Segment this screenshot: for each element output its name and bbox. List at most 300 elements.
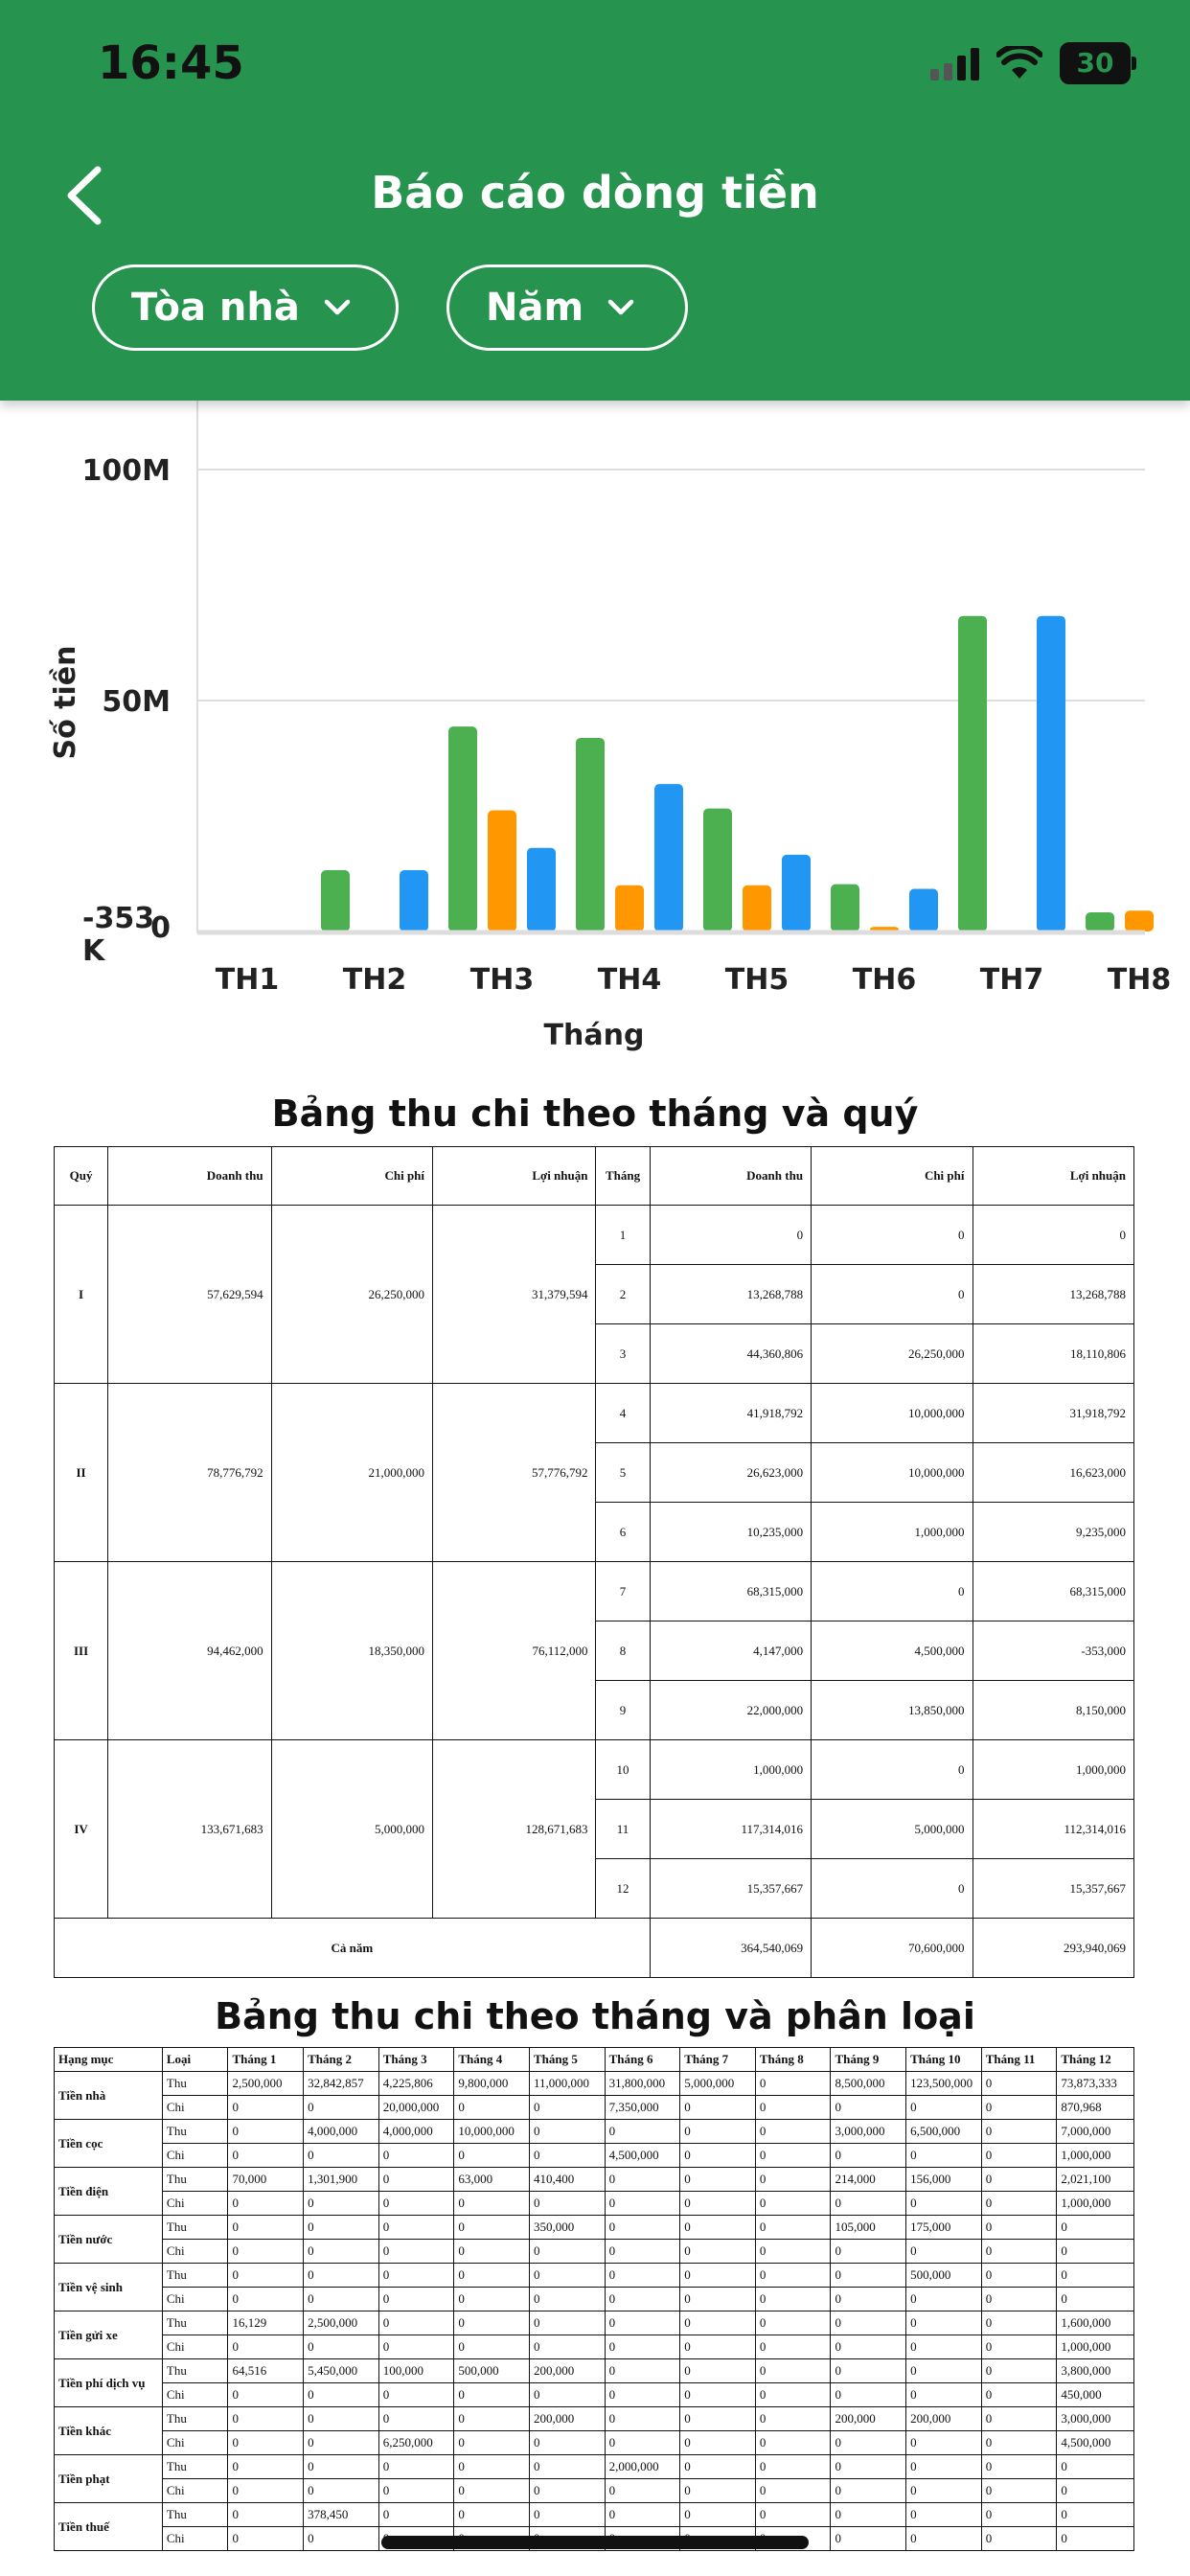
table-cell: Chi	[162, 2527, 228, 2551]
chart-bar	[576, 738, 605, 932]
table-cell: 1,600,000	[1057, 2312, 1134, 2335]
table-cell: 0	[304, 2527, 379, 2551]
table-cell: 0	[228, 2264, 304, 2288]
y-tick-label: -353	[82, 902, 155, 935]
chart-bar	[1037, 616, 1065, 932]
month-revenue: 4,147,000	[650, 1622, 811, 1681]
table-cell: 20,000,000	[378, 2096, 454, 2120]
table-row	[55, 2479, 1134, 2503]
table-cell: 0	[831, 2240, 906, 2264]
table-cell: 31,800,000	[605, 2072, 680, 2096]
chart-bar	[321, 870, 350, 932]
category-name: Tiền nước	[55, 2216, 163, 2264]
month-cost: 1,000,000	[812, 1503, 973, 1562]
month-cost: 0	[812, 1265, 973, 1324]
table-cell: 0	[228, 2120, 304, 2144]
quarter-name: I	[55, 1206, 108, 1384]
table-cell: 8,500,000	[831, 2072, 906, 2096]
quarter-table	[54, 1146, 1134, 1978]
month-m: 1	[596, 1206, 650, 1265]
table-cell: 0	[981, 2335, 1057, 2359]
table-cell: 0	[831, 2503, 906, 2527]
building-filter-label: Tòa nhà	[131, 286, 300, 330]
chart-bar	[615, 886, 644, 932]
table-cell: 0	[529, 2192, 605, 2216]
table-cell: 0	[529, 2431, 605, 2455]
table-cell: 1,301,900	[304, 2168, 379, 2192]
table-cell: 1,000,000	[1057, 2144, 1134, 2168]
table-cell: 0	[981, 2359, 1057, 2383]
month-profit: 0	[973, 1206, 1134, 1265]
table-row	[55, 2312, 1134, 2335]
table-cell: 0	[529, 2096, 605, 2120]
wifi-icon	[996, 46, 1042, 80]
table-cell: 0	[605, 2383, 680, 2407]
table-cell: 2,500,000	[228, 2072, 304, 2096]
table-cell: 0	[304, 2240, 379, 2264]
building-filter-dropdown[interactable]	[92, 264, 399, 351]
x-tick-label: TH3	[469, 963, 535, 997]
table-cell: 0	[981, 2072, 1057, 2096]
table-cell: 0	[680, 2431, 756, 2455]
month-profit: 112,314,016	[973, 1800, 1134, 1859]
month-cost: 0	[812, 1206, 973, 1265]
table-cell: Thu	[162, 2072, 228, 2096]
table-cell: 870,968	[1057, 2096, 1134, 2120]
table-cell: 200,000	[831, 2407, 906, 2431]
column-header: Tháng 9	[831, 2048, 906, 2072]
table-row	[55, 2216, 1134, 2240]
table-cell: 0	[228, 2288, 304, 2312]
bar-chart	[0, 401, 1190, 1071]
table-cell: 2,500,000	[304, 2312, 379, 2335]
quarter-revenue: 94,462,000	[108, 1562, 271, 1740]
table-cell: 0	[906, 2144, 982, 2168]
column-header: Tháng 4	[454, 2048, 530, 2072]
quarter-table-title: Bảng thu chi theo tháng và quý	[271, 1092, 919, 1135]
chart-bar	[831, 885, 859, 932]
table-cell: Chi	[162, 2288, 228, 2312]
table-cell: 0	[680, 2288, 756, 2312]
table-cell: Chi	[162, 2096, 228, 2120]
table-cell: 0	[605, 2168, 680, 2192]
quarter-cost: 5,000,000	[271, 1740, 432, 1919]
year-filter-dropdown[interactable]	[446, 264, 688, 351]
chart-bar	[488, 810, 516, 932]
category-name: Tiền nhà	[55, 2072, 163, 2120]
month-revenue: 117,314,016	[650, 1800, 811, 1859]
month-profit: 68,315,000	[973, 1562, 1134, 1622]
table-cell: 0	[228, 2335, 304, 2359]
table-row	[55, 2407, 1134, 2431]
month-cost: 0	[812, 1740, 973, 1800]
table-row	[55, 1562, 1134, 1622]
table-cell: 156,000	[906, 2168, 982, 2192]
table-cell: 0	[831, 2455, 906, 2479]
table-cell: 0	[228, 2503, 304, 2527]
table-cell: 0	[680, 2144, 756, 2168]
table-cell: 0	[831, 2383, 906, 2407]
table-cell: 0	[378, 2312, 454, 2335]
table-cell: 64,516	[228, 2359, 304, 2383]
table-row	[55, 2240, 1134, 2264]
table-cell: 0	[378, 2288, 454, 2312]
table-cell: 0	[529, 2383, 605, 2407]
table-cell: 410,400	[529, 2168, 605, 2192]
chart-bar	[654, 784, 683, 932]
x-axis-title: Tháng	[543, 1019, 645, 1052]
table-cell: 0	[831, 2431, 906, 2455]
table-cell: Thu	[162, 2216, 228, 2240]
month-m: 7	[596, 1562, 650, 1622]
total-revenue: 364,540,069	[650, 1919, 811, 1978]
table-cell: Thu	[162, 2407, 228, 2431]
table-cell: 0	[680, 2240, 756, 2264]
table-cell: 0	[981, 2503, 1057, 2527]
month-cost: 0	[812, 1562, 973, 1622]
table-cell: 0	[755, 2144, 831, 2168]
table-cell: 0	[680, 2479, 756, 2503]
table-cell: 0	[755, 2383, 831, 2407]
table-cell: 0	[605, 2359, 680, 2383]
category-name: Tiền phạt	[55, 2455, 163, 2503]
table-cell: 0	[228, 2383, 304, 2407]
table-cell: 105,000	[831, 2216, 906, 2240]
table-cell: 0	[755, 2192, 831, 2216]
month-revenue: 13,268,788	[650, 1265, 811, 1324]
table-cell: 0	[1057, 2216, 1134, 2240]
table-row	[55, 2503, 1134, 2527]
table-cell: 0	[755, 2096, 831, 2120]
table-row	[55, 2431, 1134, 2455]
chart-bar	[909, 888, 938, 932]
month-profit: -353,000	[973, 1622, 1134, 1681]
column-header: Chi phí	[271, 1147, 432, 1206]
table-cell: 3,800,000	[1057, 2359, 1134, 2383]
category-name: Tiền điện	[55, 2168, 163, 2216]
table-cell: 6,500,000	[906, 2120, 982, 2144]
table-cell: 0	[378, 2144, 454, 2168]
table-cell: 0	[605, 2240, 680, 2264]
table-cell: 0	[755, 2431, 831, 2455]
table-cell: 3,000,000	[1057, 2407, 1134, 2431]
table-cell: 0	[304, 2096, 379, 2120]
table-cell: 0	[831, 2335, 906, 2359]
category-table-title: Bảng thu chi theo tháng và phân loại	[215, 1995, 975, 2037]
table-row	[55, 2455, 1134, 2479]
chart-bar	[703, 809, 732, 932]
column-header: Tháng 11	[981, 2048, 1057, 2072]
x-tick-label: TH1	[215, 963, 280, 997]
table-cell: 1,000,000	[1057, 2335, 1134, 2359]
column-header: Doanh thu	[108, 1147, 271, 1206]
table-cell: 5,450,000	[304, 2359, 379, 2383]
chart-bar	[958, 616, 987, 932]
table-cell: 0	[605, 2192, 680, 2216]
quarter-cost: 21,000,000	[271, 1384, 432, 1562]
table-cell: 0	[831, 2359, 906, 2383]
table-cell: Chi	[162, 2479, 228, 2503]
battery-icon: 30	[1060, 42, 1131, 84]
table-cell: 0	[529, 2120, 605, 2144]
table-cell: 0	[981, 2264, 1057, 2288]
table-cell: 5,000,000	[680, 2072, 756, 2096]
home-indicator	[381, 2536, 809, 2549]
table-cell: 0	[981, 2144, 1057, 2168]
total-label: Cả năm	[55, 1919, 651, 1978]
table-cell: 0	[906, 2383, 982, 2407]
table-cell: 0	[529, 2312, 605, 2335]
column-header: Tháng 3	[378, 2048, 454, 2072]
table-cell: 378,450	[304, 2503, 379, 2527]
table-cell: 0	[304, 2407, 379, 2431]
column-header: Tháng	[596, 1147, 650, 1206]
table-cell: 0	[529, 2288, 605, 2312]
table-cell: 3,000,000	[831, 2120, 906, 2144]
x-tick-label: TH8	[1107, 963, 1172, 997]
table-cell: 0	[831, 2192, 906, 2216]
category-name: Tiền cọc	[55, 2120, 163, 2168]
x-tick-label: TH4	[597, 963, 662, 997]
table-cell: 0	[981, 2216, 1057, 2240]
table-cell: 123,500,000	[906, 2072, 982, 2096]
table-cell: 100,000	[378, 2359, 454, 2383]
table-row	[55, 2264, 1134, 2288]
table-cell: 0	[1057, 2503, 1134, 2527]
table-cell: 0	[378, 2383, 454, 2407]
table-cell: 0	[378, 2407, 454, 2431]
quarter-revenue: 133,671,683	[108, 1740, 271, 1919]
table-cell: 0	[906, 2192, 982, 2216]
total-profit: 293,940,069	[973, 1919, 1134, 1978]
category-table	[54, 2047, 1134, 2551]
month-profit: 8,150,000	[973, 1681, 1134, 1740]
table-cell: Thu	[162, 2359, 228, 2383]
table-cell: 0	[680, 2359, 756, 2383]
table-cell: 0	[906, 2096, 982, 2120]
table-cell: 0	[304, 2192, 379, 2216]
table-cell: Chi	[162, 2144, 228, 2168]
table-cell: 0	[906, 2240, 982, 2264]
category-name: Tiền thuế	[55, 2503, 163, 2551]
table-cell: 0	[981, 2288, 1057, 2312]
table-cell: 4,500,000	[605, 2144, 680, 2168]
month-revenue: 22,000,000	[650, 1681, 811, 1740]
table-cell: 0	[755, 2120, 831, 2144]
chart-bar	[782, 855, 811, 932]
column-header: Tháng 7	[680, 2048, 756, 2072]
table-cell: 0	[454, 2312, 530, 2335]
table-row	[55, 2288, 1134, 2312]
table-cell: 350,000	[529, 2216, 605, 2240]
chart-bar	[743, 886, 771, 932]
quarter-profit: 76,112,000	[433, 1562, 596, 1740]
table-cell: 0	[755, 2264, 831, 2288]
table-cell: 4,000,000	[304, 2120, 379, 2144]
table-cell: 0	[228, 2455, 304, 2479]
quarter-name: IV	[55, 1740, 108, 1919]
status-time: 16:45	[98, 36, 244, 90]
table-cell: 0	[378, 2335, 454, 2359]
table-cell: 0	[454, 2455, 530, 2479]
month-cost: 5,000,000	[812, 1800, 973, 1859]
table-cell: 0	[680, 2407, 756, 2431]
quarter-revenue: 78,776,792	[108, 1384, 271, 1562]
column-header: Hạng mục	[55, 2048, 163, 2072]
table-cell: 0	[981, 2455, 1057, 2479]
table-cell: 200,000	[529, 2407, 605, 2431]
month-revenue: 26,623,000	[650, 1443, 811, 1503]
table-cell: 0	[605, 2431, 680, 2455]
month-revenue: 1,000,000	[650, 1740, 811, 1800]
table-cell: 0	[680, 2168, 756, 2192]
table-cell: 0	[304, 2264, 379, 2288]
table-cell: 0	[1057, 2527, 1134, 2551]
cashflow-chart	[0, 401, 1190, 1071]
table-cell: 6,250,000	[378, 2431, 454, 2455]
y-tick-label: 100M	[81, 454, 171, 488]
total-cost: 70,600,000	[812, 1919, 973, 1978]
table-row	[55, 2144, 1134, 2168]
table-cell: 0	[755, 2168, 831, 2192]
category-name: Tiền khác	[55, 2407, 163, 2455]
table-cell: 0	[755, 2216, 831, 2240]
quarter-profit: 128,671,683	[433, 1740, 596, 1919]
table-cell: 0	[605, 2503, 680, 2527]
table-cell: 0	[981, 2431, 1057, 2455]
table-cell: 0	[605, 2407, 680, 2431]
table-cell: 0	[906, 2503, 982, 2527]
month-cost: 10,000,000	[812, 1384, 973, 1443]
quarter-name: II	[55, 1384, 108, 1562]
table-cell: Thu	[162, 2503, 228, 2527]
table-row	[55, 2383, 1134, 2407]
month-cost: 26,250,000	[812, 1324, 973, 1384]
quarter-profit: 57,776,792	[433, 1384, 596, 1562]
table-cell: 16,129	[228, 2312, 304, 2335]
y-tick-label: 0	[150, 911, 171, 945]
table-cell: 0	[228, 2431, 304, 2455]
table-cell: 0	[304, 2288, 379, 2312]
table-cell: 4,000,000	[378, 2120, 454, 2144]
table-cell: 0	[454, 2288, 530, 2312]
table-cell: 70,000	[228, 2168, 304, 2192]
column-header: Tháng 8	[755, 2048, 831, 2072]
chart-bar	[1086, 912, 1114, 932]
y-axis-title: Số tiền	[49, 645, 82, 760]
table-cell: 0	[755, 2312, 831, 2335]
table-cell: 63,000	[454, 2168, 530, 2192]
table-cell: 0	[831, 2288, 906, 2312]
month-profit: 16,623,000	[973, 1443, 1134, 1503]
table-cell: 0	[304, 2383, 379, 2407]
table-cell: 0	[605, 2120, 680, 2144]
table-row	[55, 1740, 1134, 1800]
month-m: 2	[596, 1265, 650, 1324]
table-cell: 0	[378, 2479, 454, 2503]
table-row	[55, 2096, 1134, 2120]
table-cell: 0	[981, 2168, 1057, 2192]
table-row	[55, 1384, 1134, 1443]
table-cell: 0	[981, 2312, 1057, 2335]
table-cell: 7,000,000	[1057, 2120, 1134, 2144]
table-row	[55, 2168, 1134, 2192]
table-cell: 0	[529, 2479, 605, 2503]
table-header-row	[55, 1147, 1134, 1206]
month-revenue: 0	[650, 1206, 811, 1265]
column-header: Tháng 10	[906, 2048, 982, 2072]
month-m: 5	[596, 1443, 650, 1503]
table-cell: 0	[228, 2192, 304, 2216]
table-cell: 0	[755, 2359, 831, 2383]
table-cell: 0	[378, 2455, 454, 2479]
x-tick-label: TH7	[979, 963, 1044, 997]
category-name: Tiền vệ sinh	[55, 2264, 163, 2312]
table-cell: 0	[454, 2144, 530, 2168]
table-cell: 0	[981, 2527, 1057, 2551]
month-revenue: 10,235,000	[650, 1503, 811, 1562]
table-row	[55, 2120, 1134, 2144]
y-tick-label: K	[82, 934, 105, 968]
table-cell: Chi	[162, 2431, 228, 2455]
quarter-cost: 18,350,000	[271, 1562, 432, 1740]
column-header: Tháng 5	[529, 2048, 605, 2072]
table-cell: 0	[529, 2335, 605, 2359]
table-cell: 0	[454, 2431, 530, 2455]
table-cell: Thu	[162, 2312, 228, 2335]
table-cell: 0	[1057, 2455, 1134, 2479]
table-cell: 0	[680, 2096, 756, 2120]
table-cell: 0	[906, 2359, 982, 2383]
table-cell: 0	[755, 2072, 831, 2096]
column-header: Lợi nhuận	[433, 1147, 596, 1206]
chart-bar	[400, 870, 428, 932]
table-cell: 0	[755, 2335, 831, 2359]
table-cell: 0	[906, 2335, 982, 2359]
quarter-profit: 31,379,594	[433, 1206, 596, 1384]
table-cell: 0	[228, 2144, 304, 2168]
table-cell: 0	[680, 2264, 756, 2288]
table-cell: 0	[304, 2144, 379, 2168]
quarter-revenue: 57,629,594	[108, 1206, 271, 1384]
table-cell: 0	[981, 2240, 1057, 2264]
chart-bar	[448, 726, 477, 932]
x-tick-label: TH5	[724, 963, 790, 997]
table-cell: 0	[981, 2192, 1057, 2216]
table-cell: 500,000	[906, 2264, 982, 2288]
y-tick-label: 50M	[102, 685, 171, 719]
month-revenue: 68,315,000	[650, 1562, 811, 1622]
table-row	[55, 2359, 1134, 2383]
table-cell: 200,000	[906, 2407, 982, 2431]
table-row	[55, 1206, 1134, 1265]
table-cell: 0	[529, 2455, 605, 2479]
table-cell: 175,000	[906, 2216, 982, 2240]
column-header: Doanh thu	[650, 1147, 811, 1206]
table-cell: 0	[454, 2383, 530, 2407]
column-header: Chi phí	[812, 1147, 973, 1206]
column-header: Quý	[55, 1147, 108, 1206]
table-cell: 4,225,806	[378, 2072, 454, 2096]
table-cell: 0	[906, 2431, 982, 2455]
table-cell: 2,021,100	[1057, 2168, 1134, 2192]
table-cell: 0	[605, 2216, 680, 2240]
x-tick-label: TH6	[852, 963, 917, 997]
table-cell: 0	[454, 2192, 530, 2216]
table-cell: 0	[378, 2503, 454, 2527]
month-m: 3	[596, 1324, 650, 1384]
column-header: Loại	[162, 2048, 228, 2072]
